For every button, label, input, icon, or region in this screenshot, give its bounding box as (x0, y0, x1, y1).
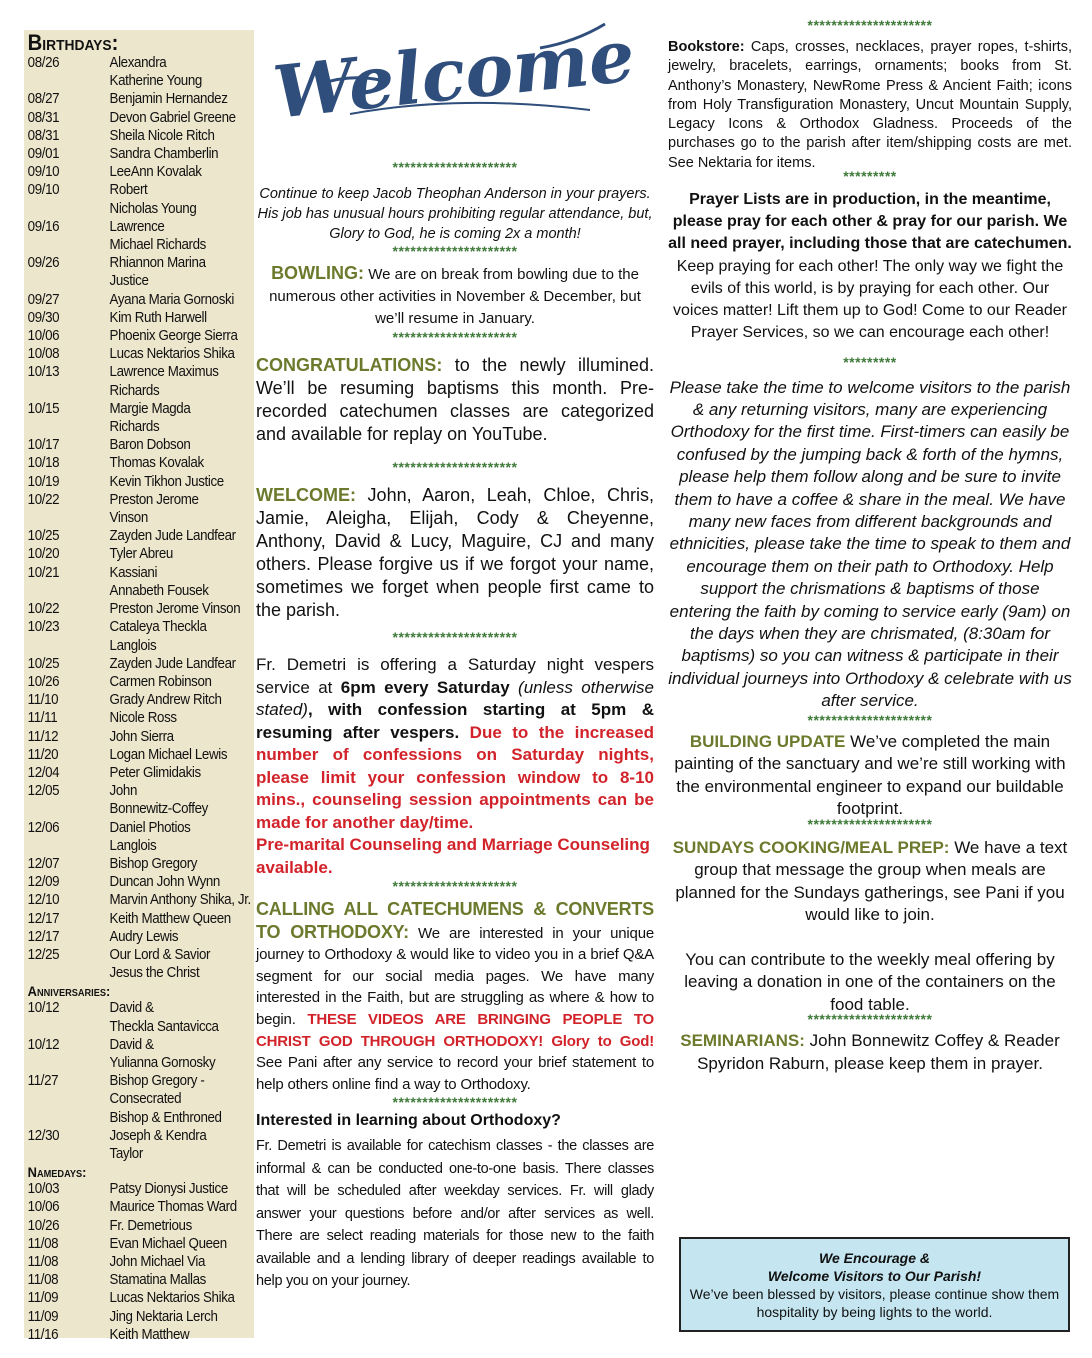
list-item (28, 1326, 256, 1344)
calling-red: THESE VIDEOS ARE BRINGING PEOPLE TO CHRIST GOD THROUGH ORTHODOXY! Glory to God! (256, 1010, 654, 1050)
list-item (28, 1217, 256, 1235)
entry-date: 08/26 (27, 55, 60, 71)
list-item (28, 363, 256, 399)
entry-date: 08/31 (27, 127, 60, 144)
entry-date: 10/23 (27, 619, 60, 636)
divider-stars: ********************* (807, 711, 933, 728)
entry-date: 10/12 (27, 1000, 60, 1017)
list-item (28, 709, 256, 727)
entry-name: Lawrence Michael Richards (109, 218, 206, 254)
entry-date: 10/22 (27, 491, 60, 508)
list-item (28, 345, 256, 363)
entry-date: 10/13 (27, 364, 60, 381)
list-item (28, 454, 256, 472)
cooking-section (668, 837, 1072, 927)
prayer-list-bold: Prayer Lists are in production, in the meantime, please pray for each other & pray for our parish. We all need prayer, including those that are catechumen. (668, 191, 1072, 253)
entry-date: 10/06 (27, 328, 60, 345)
premarital-note: Pre-marital Counseling and Marriage Counseling available. (256, 835, 650, 877)
list-item (28, 928, 256, 946)
divider-stars-short: ********* (843, 168, 897, 185)
list-item (28, 946, 256, 982)
entry-date: 12/17 (27, 910, 60, 927)
entry-name: Stamatina Mallas (109, 1272, 207, 1289)
interested-text: Fr. Demetri is available for catechism classes - the classes are informal & can be conducted one-to-one basis. There classes that will be scheduled after weekday services. Fr. will glady answer your questions before and/or after services as well. There are select reading materials for those new to the faith available and a lending library of deeper readings available to help you on your journey. (256, 1138, 654, 1290)
entry-date: 12/17 (27, 928, 60, 945)
seminarians-text: John Bonnewitz Coffey & Reader Spyridon Raburn, please keep them in prayer. (697, 1031, 1060, 1073)
list-item (28, 1180, 256, 1198)
entry-name: Devon Gabriel Greene (109, 109, 236, 126)
entry-name: Preston Jerome Vinson (109, 491, 199, 527)
entry-date: 10/22 (27, 601, 60, 618)
welcome-label: WELCOME: (256, 485, 356, 505)
bookstore-text: Caps, crosses, necklaces, prayer ropes, t-shirts, jewelry, bracelets, earrings, ornaments; books from St. Anthony’s Monastery, NewRome Press & Ancient Faith; icons from Holy Transfiguration Monastery, Uncut Mountain Supply, Legacy Icons & Orthodox Gladness. Proceeds of the purchases go to the parish after item/shipping costs are met. See Nektaria for items. (668, 39, 1072, 171)
bookstore-section (668, 38, 1072, 173)
entry-name: Joseph & Kendra Taylor (109, 1127, 207, 1162)
entry-date: 11/08 (27, 1235, 59, 1252)
welcome-text: John, Aaron, Leah, Chloe, Chris, Jamie, Aleigha, Elijah, Cody & Cheyenne, Anthony, David & Lucy, Maguire, CJ and many others. Please forgive us if we forgot your name, sometimes we forget when people first came to the parish. (256, 485, 654, 620)
list-item (28, 764, 256, 782)
divider-stars-short: ********* (843, 353, 897, 370)
list-item (28, 1271, 256, 1289)
entry-name: Zayden Jude Landfear (109, 655, 236, 672)
entry-date: 11/11 (27, 710, 58, 727)
entry-name: Bishop Gregory - Consecrated Bishop & Enthroned (109, 1073, 222, 1126)
entry-date: 12/05 (27, 783, 60, 800)
congrats-section (256, 354, 654, 446)
entry-date: 10/25 (27, 655, 60, 672)
entry-name: Lucas Nektarios Shika (109, 346, 235, 363)
entry-date: 10/26 (27, 673, 60, 690)
prayer-list-text: Keep praying for each other! The only way we fight the evils of this world, is by praying for each other. Our voices matter! Lift them up to God! Come to our Reader Prayer Services, so we can encourage each other! (673, 257, 1067, 342)
interested-title: Interested in learning about Orthodoxy? (256, 1112, 561, 1130)
entry-date: 11/08 (27, 1254, 59, 1270)
vespers-text-2: , with confession starting at 5pm & resuming after vespers. (256, 700, 654, 742)
calling-text-1: We are interested in your unique journey to Orthodoxy & would like to video you in a brief Q&A segment for our social media pages. We have many interested in the Faith, but are struggling as where & how to begin. (256, 924, 654, 1028)
entry-name: Peter Glimidakis (109, 764, 201, 781)
list-item (28, 545, 256, 563)
entry-date: 11/09 (27, 1308, 59, 1325)
entry-date: 09/30 (27, 309, 60, 326)
list-item (28, 999, 256, 1035)
list-item (28, 291, 256, 309)
list-item (28, 181, 256, 217)
seminarians-label: SEMINARIANS: (680, 1031, 805, 1051)
list-item (28, 746, 256, 764)
divider-stars: ********************* (392, 159, 518, 175)
anniversaries-list (28, 999, 256, 1163)
entry-name: Jing Nektaria Lerch (109, 1308, 218, 1325)
divider-stars: ********************* (807, 815, 933, 832)
visitors-box (679, 1237, 1070, 1332)
entry-date: 10/08 (27, 346, 60, 363)
list-item (28, 1253, 256, 1271)
entry-name: John Michael Via (109, 1254, 206, 1270)
calling-text-2: See Pani after any service to record your brief statement to help others online find a way to Orthodoxy. (256, 1054, 654, 1093)
entry-name: Patsy Dionysi Justice (109, 1181, 228, 1198)
entry-name: Rhiannon Marina Justice (109, 255, 206, 290)
vespers-time: 6pm every Saturday (340, 677, 510, 697)
list-item (28, 163, 256, 181)
entry-name: Robert Nicholas Young (109, 182, 197, 217)
list-item (28, 1235, 256, 1253)
entry-date: 10/06 (27, 1199, 60, 1216)
entry-name: Lawrence Maximus Richards (109, 364, 219, 399)
building-section (668, 731, 1072, 821)
divider-stars: ********************* (392, 1094, 518, 1111)
list-item (28, 54, 256, 90)
entry-name: Bishop Gregory (109, 855, 198, 872)
prayer-note: Continue to keep Jacob Theophan Anderson in your prayers. His job has unusual hours prohibiting regular attendance, but, Glory to God, he is coming 2x a month! (257, 186, 653, 242)
list-item (28, 436, 256, 454)
entry-date: 12/04 (27, 764, 60, 781)
entry-name: Benjamin Hernandez (109, 91, 228, 108)
entry-date: 09/26 (27, 255, 60, 272)
list-item (28, 618, 256, 654)
divider-stars: ********************* (392, 243, 518, 259)
entry-name: David & Theckla Santavicca (109, 1000, 219, 1035)
cooking-label: SUNDAYS COOKING/MEAL PREP: (672, 837, 950, 857)
congrats-label: CONGRATULATIONS: (256, 355, 443, 375)
entry-date: 09/10 (27, 164, 60, 181)
entry-date: 10/25 (27, 528, 60, 545)
list-item (28, 728, 256, 746)
entry-date: 10/26 (27, 1217, 60, 1234)
calling-section (256, 899, 654, 1095)
entry-date: 10/17 (27, 437, 60, 454)
divider-stars: ********************* (392, 329, 518, 345)
entry-name: Sheila Nicole Ritch (109, 127, 215, 144)
entry-name: Tyler Abreu (109, 546, 173, 563)
list-item (28, 873, 256, 891)
cooking-text: We have a text group that message the group when meals are planned for the Sundays gatherings, see Pani if you would like to join. (675, 837, 1068, 925)
entry-name: Baron Dobson (109, 437, 191, 454)
box-line-2: Welcome Visitors to Our Parish! (767, 1268, 982, 1284)
entry-date: 12/09 (27, 874, 60, 891)
visitors-section: Please take the time to welcome visitors to the parish & any returning visitors, many are experiencing Orthodoxy for the first time. First-timers can easily be confused by the jumping back & forth of the hymns, please help them follow along and be sure to invite them to have a coffee & share in the meal. We have many new faces from different backgrounds and ethnicities, please take the time to speak to them and encourage them on their path to Orthodoxy. Help support the chrismations & baptisms of those entering the faith by coming to service early (9am) on the days when they are chrismated, (8:30am for baptisms) so you can witness & participate in their individual journeys into Orthodoxy & celebrate with us after service. (668, 377, 1072, 711)
entry-date: 11/16 (27, 1326, 59, 1343)
vespers-section (256, 654, 654, 834)
birthdays-title: Birthdays: (27, 30, 119, 55)
entry-name: Thomas Kovalak (109, 455, 204, 472)
entry-date: 08/27 (27, 91, 60, 108)
list-item (28, 400, 256, 436)
entry-date: 11/12 (27, 728, 59, 745)
entry-name: Kassiani Annabeth Fousek (109, 564, 209, 599)
entry-name: Logan Michael Lewis (109, 746, 228, 763)
bowling-section (256, 262, 654, 330)
entry-date: 10/19 (27, 473, 60, 490)
entry-date: 09/10 (27, 182, 60, 199)
entry-date: 11/10 (27, 692, 59, 709)
divider-stars: ********************* (392, 459, 518, 475)
divider-stars: ********************* (807, 1011, 933, 1028)
list-item (28, 891, 256, 909)
entry-name: Keith Matthew Queen (109, 910, 231, 927)
sidebar-dates (24, 30, 254, 1343)
entry-name: Keith Matthew (109, 1326, 190, 1343)
vespers-note: (unless otherwise stated) (256, 677, 654, 719)
entry-date: 10/03 (27, 1181, 60, 1198)
entry-name: Audry Lewis (109, 928, 179, 945)
list-item (28, 109, 256, 127)
list-item (28, 254, 256, 290)
entry-name: Margie Magda Richards (109, 400, 191, 436)
entry-name: David & Yulianna Gornosky (109, 1036, 216, 1071)
entry-name: John Bonnewitz-Coffey (109, 783, 208, 818)
list-item (28, 527, 256, 545)
entry-name: Grady Andrew Ritch (109, 692, 222, 709)
entry-date: 10/21 (27, 564, 60, 581)
entry-name: Our Lord & Savior Jesus the Christ (109, 946, 211, 982)
building-label: BUILDING UPDATE (689, 731, 846, 751)
entry-date: 12/10 (27, 892, 60, 909)
list-item (28, 655, 256, 673)
entry-date: 10/12 (27, 1036, 60, 1053)
list-item (28, 1072, 256, 1127)
entry-name: Sandra Chamberlin (109, 146, 219, 163)
entry-name: Marvin Anthony Shika, Jr. (109, 892, 251, 909)
entry-date: 12/25 (27, 946, 60, 963)
entry-name: Phoenix George Sierra (109, 328, 238, 345)
box-line-1: We Encourage & (819, 1250, 930, 1266)
bookstore-label: Bookstore: (668, 39, 745, 55)
entry-name: Cataleya Theckla Langlois (109, 619, 207, 654)
entry-date: 09/01 (27, 146, 60, 163)
entry-name: Kim Ruth Harwell (109, 309, 207, 326)
entry-name: Preston Jerome Vinson (109, 601, 241, 618)
list-item (28, 819, 256, 855)
bowling-text: We are on break from bowling due to the numerous other activities in November & December, but we’ll resume in January. (269, 266, 641, 327)
seminarians-section (668, 1030, 1072, 1075)
calling-label: CALLING ALL CATECHUMENS & CONVERTS TO ORTHODOXY: (256, 899, 654, 942)
vespers-red-note: Due to the increased number of confessions on Saturday nights, please limit your confession window to 8-10 mins., counseling session appointments can be made for another day/time. (256, 722, 655, 832)
entry-name: Alexandra Katherine Young (109, 55, 202, 90)
entry-name: Lucas Nektarios Shika (109, 1290, 235, 1307)
entry-date: 10/15 (27, 400, 60, 417)
right-column (668, 18, 1072, 1075)
entry-date: 12/07 (27, 855, 60, 872)
entry-date: 09/27 (27, 291, 60, 308)
entry-date: 11/09 (27, 1290, 59, 1307)
vespers-text-1: Fr. Demetri is offering a Saturday night vespers service at (256, 655, 654, 697)
list-item (28, 491, 256, 527)
list-item (28, 1036, 256, 1072)
list-item (28, 145, 256, 163)
list-item (28, 910, 256, 928)
list-item (28, 782, 256, 818)
building-text: We’ve completed the main painting of the sanctuary and we’re still working with the environmental engineer to expand our buildable footprint. (674, 731, 1066, 819)
contribute-text: You can contribute to the weekly meal offering by leaving a donation in one of the containers on the food table. (684, 949, 1056, 1014)
list-item (28, 564, 256, 600)
entry-date: 11/27 (27, 1073, 59, 1090)
list-item (28, 473, 256, 491)
list-item (28, 1289, 256, 1307)
entry-name: Maurice Thomas Ward (109, 1199, 237, 1216)
list-item (28, 127, 256, 145)
entry-name: Nicole Ross (109, 710, 177, 727)
entry-name: Kevin Tikhon Justice (109, 473, 224, 490)
list-item (28, 1308, 256, 1326)
birthdays-list (28, 54, 256, 982)
divider-stars: ********************* (392, 629, 518, 645)
entry-date: 12/30 (27, 1127, 60, 1144)
list-item (28, 855, 256, 873)
namedays-list (28, 1180, 256, 1344)
entry-name: Ayana Maria Gornoski (109, 291, 234, 308)
congrats-text: to the newly illumined. We’ll be resuming baptisms this month. Pre-recorded catechumen classes are categorized and available for replay on YouTube. (256, 355, 654, 444)
list-item (28, 691, 256, 709)
entry-date: 08/31 (27, 109, 60, 126)
list-item (28, 90, 256, 108)
list-item (28, 1198, 256, 1216)
center-column (256, 10, 654, 1293)
entry-name: Zayden Jude Landfear (109, 528, 236, 545)
entry-name: Carmen Robinson (109, 673, 212, 690)
bowling-label: BOWLING: (271, 263, 365, 283)
divider-stars: ********************* (392, 878, 518, 894)
entry-name: John Sierra (109, 728, 174, 745)
entry-name: LeeAnn Kovalak (109, 164, 202, 181)
entry-date: 11/08 (27, 1272, 59, 1289)
list-item (28, 1127, 256, 1163)
list-item (28, 673, 256, 691)
entry-date: 10/18 (27, 455, 60, 472)
entry-date: 12/06 (27, 819, 60, 836)
welcome-section (256, 484, 654, 622)
list-item (28, 309, 256, 327)
entry-name: Daniel Photios Langlois (109, 819, 191, 854)
divider-stars: ********************* (807, 17, 933, 33)
box-text: We’ve been blessed by visitors, please continue show them hospitality by being lights to the world. (689, 1286, 1060, 1320)
anniversaries-title: Anniversaries: (27, 983, 111, 1000)
entry-name: Evan Michael Queen (109, 1235, 227, 1252)
entry-date: 10/20 (27, 546, 60, 563)
prayer-list-section (668, 189, 1072, 344)
entry-name: Fr. Demetrious (109, 1217, 192, 1234)
list-item (28, 327, 256, 345)
entry-date: 11/20 (27, 746, 59, 763)
welcome-logo (269, 12, 639, 135)
namedays-title: Namedays: (27, 1164, 87, 1181)
list-item (28, 218, 256, 254)
entry-date: 09/16 (27, 218, 60, 235)
list-item (28, 600, 256, 618)
welcome-logo-text: Welcome (269, 12, 639, 135)
entry-name: Duncan John Wynn (109, 874, 220, 891)
